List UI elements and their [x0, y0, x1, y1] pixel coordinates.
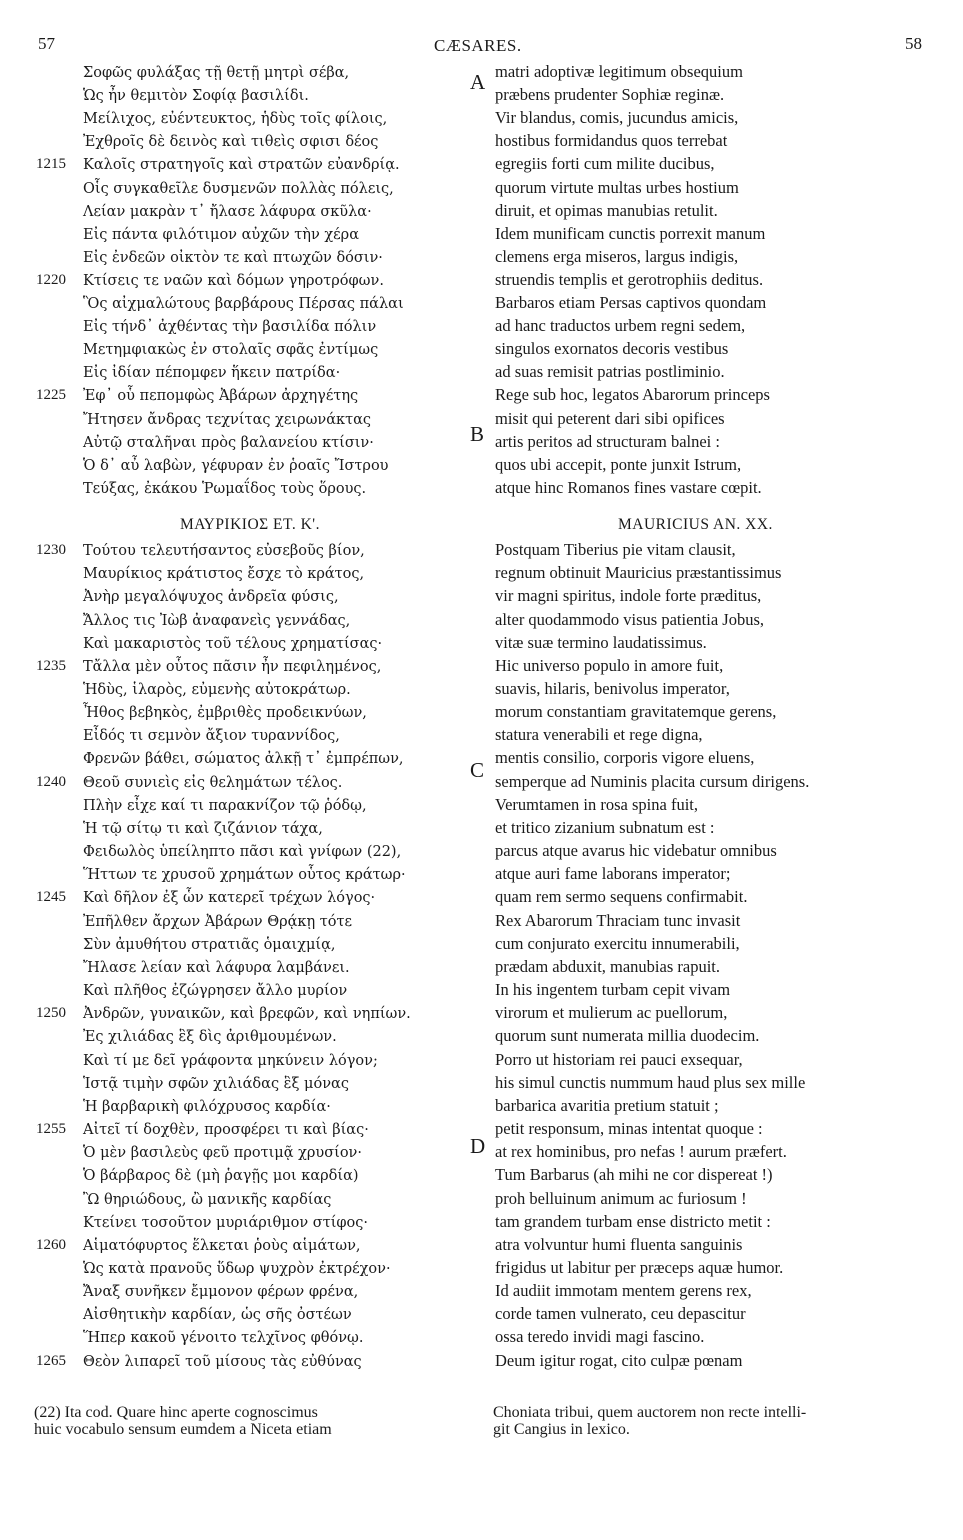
latin-translation-line: Deum igitur rogat, cito culpæ pœnam: [495, 1350, 743, 1370]
greek-verse-line: Ἐφ᾽ οὗ πεπομφὼς Ἀβάρων ἀρχηγέτης: [83, 388, 359, 405]
margin-letter-c: C: [470, 758, 485, 782]
verse-line-number: 1240: [36, 773, 66, 790]
greek-verse-line: Τεύξας, ἐκάκου Ῥωμαΐδος τοὺς ὅρους.: [83, 480, 367, 497]
greek-verse-line: Σοφῶς φυλάξας τῇ θετῇ μητρὶ σέβα,: [83, 65, 350, 81]
greek-verse-line: Ἡ τῷ σίτῳ τι καὶ ζιζάνιον τάχα,: [83, 820, 323, 837]
latin-translation-line: Tum Barbarus (ah mihi ne cor dispereat !): [495, 1165, 773, 1185]
greek-verse-line: Ἱστᾷ τιμὴν σφῶν χιλιάδας ἓξ μόνας: [83, 1075, 349, 1092]
latin-translation-line: In his ingentem turbam cepit vivam: [495, 980, 731, 999]
greek-verse-line: Εἰς ἐνδεῶν οἰκτὸν τε καὶ πτωχῶν δόσιν·: [83, 249, 383, 266]
latin-translation-line: quam rem sermo sequens confirmabit.: [495, 887, 748, 907]
latin-translation-line: Idem munificam cunctis porrexit manum: [495, 223, 766, 243]
greek-verse-line: Ὢ θηριώδους, ὢ μανικῆς καρδίας: [83, 1191, 332, 1208]
latin-translation-line: at rex hominibus, pro nefas ! aurum præfert.: [495, 1142, 787, 1162]
latin-translation-line: barbarica avaritia pretium statuit ;: [495, 1095, 719, 1115]
page-number-right: 58: [905, 34, 922, 53]
greek-verse-line: Ὃς αἰχμαλώτους βαρβάρους Πέρσας πάλαι: [83, 296, 404, 312]
verse-line-number: 1220: [36, 271, 66, 288]
greek-verse-line: Καὶ δῆλον ἐξ ὧν κατερεῖ τρέχων λόγος·: [83, 890, 376, 907]
verse-line-number: 1225: [36, 387, 66, 404]
greek-verse-line: Αἰτεῖ τί δοχθὲν, προσφέρει τι καὶ βίας·: [83, 1122, 369, 1138]
greek-verse-line: Ἦθος βεβηκὸς, ἐμβριθὲς προδεικνύων,: [83, 705, 367, 722]
verse-line-number: 1250: [36, 1005, 66, 1022]
verse-line-number: 1215: [36, 156, 66, 173]
greek-verse-line: Αἱματόφυρτος ἕλκεται ῥοὺς αἱμάτων,: [83, 1237, 361, 1254]
greek-verse-line: Ἄλλος τις Ἰὼβ ἀναφανεὶς γεννάδας,: [83, 612, 351, 629]
greek-verse-line: Καὶ τί με δεῖ γράφοντα μηκύνειν λόγον;: [83, 1052, 378, 1069]
verse-line-number: 1235: [36, 657, 66, 674]
latin-translation-line: quorum virtute multas urbes hostium: [495, 177, 739, 197]
greek-verse-line: Μαυρίκιος κράτιστος ἔσχε τὸ κράτος,: [83, 566, 365, 583]
latin-translation-line: Postquam Tiberius pie vitam clausit,: [495, 540, 736, 559]
latin-translation-line: Porro ut historiam rei pauci exsequar,: [495, 1049, 743, 1069]
latin-translation-line: statura venerabili et rege digna,: [495, 725, 703, 745]
greek-verse-line: Ὁ βάρβαρος δὲ (μὴ ῥαγῇς μοι καρδία): [83, 1168, 359, 1185]
greek-verse-line: Θεὸν λιπαρεῖ τοῦ μίσους τὰς εὐθύνας: [83, 1353, 362, 1370]
greek-verse-line: Ἀνὴρ μεγαλόψυχος ἀνδρεῖα φύσις,: [83, 589, 339, 606]
greek-verse-line: Ἐπῆλθεν ἄρχων Ἀβάρων Θρᾴκῃ τότε: [83, 913, 353, 930]
greek-verse-line: Ἐχθροῖς δὲ δεινὸς καὶ τιθεὶς σφισι δέος: [83, 134, 379, 151]
latin-translation-line: proh belluinum animum ac furiosum !: [495, 1188, 747, 1208]
greek-verse-line: Θεοῦ συνιεὶς εἰς θελημάτων τέλος.: [83, 774, 343, 791]
greek-verse-line: Εἶδός τι σεμνὸν ἄξιον τυραννίδος,: [83, 728, 340, 745]
latin-translation-line: prædam abduxit, manubias rapuit.: [495, 956, 720, 976]
greek-verse-line: Φειδωλὸς ὑπείληπτο πᾶσι καὶ γνίφων (22),: [83, 844, 402, 861]
greek-verse-line: Κτίσεις τε ναῶν καὶ δόμων γηροτρόφων.: [83, 272, 384, 289]
section-heading-greek: ΜΑΥΡΙΚΙΟΣ ΕΤ. Κ'.: [180, 516, 320, 533]
greek-verse-line: Ἡδὺς, ἱλαρὸς, εὐμενὴς αὐτοκράτωρ.: [83, 682, 351, 698]
greek-verse-line: Οἷς συγκαθεῖλε δυσμενῶν πολλὰς πόλεις,: [83, 180, 394, 197]
latin-translation-line: frigidus ut labitur per præceps aquæ humor.: [495, 1258, 784, 1277]
latin-translation-line: atque auri fame laborans imperator;: [495, 864, 731, 884]
running-title: CÆSARES.: [434, 36, 522, 55]
latin-translation-line: tam grandem turbam ense districto metit :: [495, 1211, 771, 1231]
latin-translation-line: Vir blandus, comis, jucundus amicis,: [495, 108, 739, 128]
latin-translation-line: præbens prudenter Sophiæ reginæ.: [495, 85, 725, 105]
latin-translation-line: matri adoptivæ legitimum obsequium: [495, 62, 743, 81]
latin-translation-line: diruit, et opimas manubias retulit.: [495, 200, 718, 220]
latin-translation-line: artis peritos ad structuram balnei :: [495, 431, 720, 451]
latin-translation-line: suavis, hilaris, benivolus imperator,: [495, 679, 730, 698]
latin-translation-line: Barbaros etiam Persas captivos quondam: [495, 293, 767, 312]
greek-verse-line: Αὐτῷ σταλῆναι πρὸς βαλανείου κτίσιν·: [83, 434, 374, 451]
greek-verse-line: Πλὴν εἶχε καί τι παρακνίζον τῷ ῥόδῳ,: [83, 797, 367, 814]
greek-verse-line: Καὶ πλῆθος ἐζώγρησεν ἄλλο μυρίον: [83, 983, 348, 999]
greek-verse-line: Ἥττων τε χρυσοῦ χρημάτων οὗτος κράτωρ·: [83, 867, 406, 884]
greek-verse-line: Καλοῖς στρατηγοῖς καὶ στρατῶν εὐανδρίᾳ.: [83, 157, 400, 174]
latin-translation-line: egregiis forti cum milite ducibus,: [495, 154, 715, 174]
latin-translation-line: et tritico zizanium subnatum est :: [495, 817, 715, 837]
latin-translation-line: atque hinc Romanos fines vastare cœpit.: [495, 477, 762, 497]
footnote-right-line: git Cangius in lexico.: [493, 1421, 630, 1438]
greek-verse-line: Εἰς πάντα φιλότιμον αὐχῶν τὴν χέρα: [83, 226, 359, 243]
latin-translation-line: cum conjurato exercitu innumerabili,: [495, 933, 740, 953]
latin-translation-line: Hic universo populo in amore fuit,: [495, 655, 724, 675]
verse-line-number: 1255: [36, 1121, 66, 1137]
greek-verse-line: Λείαν μακρὰν τ᾽ ἤλασε λάφυρα σκῦλα·: [83, 203, 372, 220]
latin-translation-line: his simul cunctis nummum haud plus sex mille: [495, 1072, 806, 1092]
latin-translation-line: vir magni spiritus, indole forte præditus,: [495, 586, 762, 606]
greek-verse-line: Ἄναξ συνῆκεν ἔμμονον φέρων φρένα,: [83, 1284, 359, 1301]
greek-verse-line: Φρενῶν βάθει, σώματος ἀλκῇ τ᾽ ἐμπρέπων,: [83, 751, 404, 768]
latin-translation-line: petit responsum, minas intentat quoque :: [495, 1119, 763, 1138]
greek-verse-line: Εἰς ἰδίαν πέπομφεν ἥκειν πατρίδα·: [83, 365, 341, 382]
latin-translation-line: singulos exornatos decoris vestibus: [495, 339, 729, 359]
latin-translation-line: hostibus formidandus quos terrebat: [495, 131, 728, 151]
footnote-left-line: (22) Ita cod. Quare hinc aperte cognoscimus: [34, 1404, 318, 1421]
latin-translation-line: semperque ad Numinis placita cursum dirigens.: [495, 771, 810, 791]
latin-translation-line: morum constantiam gravitatemque gerens,: [495, 702, 777, 722]
margin-letter-b: B: [470, 422, 485, 446]
greek-verse-line: Ἀνδρῶν, γυναικῶν, καὶ βρεφῶν, καὶ νηπίων.: [83, 1006, 411, 1023]
latin-translation-line: virorum et mulierum ac puellorum,: [495, 1003, 728, 1023]
latin-translation-line: ad suas remisit patrias postliminio.: [495, 362, 725, 382]
latin-translation-line: ad hanc traductos urbem regni sedem,: [495, 316, 746, 336]
greek-verse-line: Τἄλλα μὲν οὗτος πᾶσιν ἦν πεφιλημένος,: [83, 658, 382, 675]
greek-verse-line: Καὶ μακαριστὸς τοῦ τέλους χρηματίσας·: [83, 635, 383, 652]
latin-translation-line: vitæ suæ termino laudatissimus.: [495, 632, 707, 652]
latin-translation-line: atra volvuntur humi fluenta sanguinis: [495, 1234, 743, 1254]
margin-letter-d: D: [470, 1134, 486, 1158]
latin-translation-line: corde tamen vulnerato, ceu depascitur: [495, 1304, 746, 1324]
greek-verse-line: Ἤλασε λείαν καὶ λάφυρα λαμβάνει.: [83, 959, 350, 976]
latin-translation-line: regnum obtinuit Mauricius præstantissimus: [495, 563, 782, 583]
greek-verse-line: Ἤτησεν ἄνδρας τεχνίτας χειρωνάκτας: [83, 411, 372, 428]
greek-verse-line: Ὡς ἦν θεμιτὸν Σοφίᾳ βασιλίδι.: [83, 88, 309, 105]
latin-translation-line: clemens erga miseros, largus indigis,: [495, 246, 739, 266]
greek-verse-line: Αἰσθητικὴν καρδίαν, ὡς σῆς ὀστέων: [83, 1307, 352, 1324]
latin-translation-line: struendis templis et gerotrophiis deditus.: [495, 269, 764, 289]
greek-verse-line: Σὺν ἀμυθήτου στρατιᾶς ὁμαιχμίᾳ,: [83, 936, 336, 953]
latin-translation-line: Id audiit immotam mentem gerens rex,: [495, 1281, 752, 1301]
greek-verse-line: Ἥπερ κακοῦ γένοιτο τελχῖνος φθόνῳ.: [83, 1330, 364, 1347]
page-number-left: 57: [38, 34, 55, 53]
latin-translation-line: mentis consilio, corporis vigore eluens,: [495, 748, 755, 768]
latin-translation-line: alter quodammodo visus patientia Jobus,: [495, 609, 765, 629]
greek-verse-line: Ὁ δ᾽ αὖ λαβὼν, γέφυραν ἐν ῥοαῖς Ἴστρου: [83, 457, 389, 474]
greek-verse-line: Εἰς τήνδ᾽ ἀχθέντας τὴν βασιλίδα πόλιν: [83, 319, 377, 336]
margin-letter-a: A: [470, 70, 486, 94]
latin-translation-line: Rege sub hoc, legatos Abarorum princeps: [495, 385, 770, 405]
verse-line-number: 1230: [36, 542, 66, 558]
greek-verse-line: Ἡ βαρβαρικὴ φιλόχρυσος καρδία·: [83, 1098, 331, 1115]
verse-line-number: 1245: [36, 889, 66, 906]
greek-verse-line: Ἐς χιλιάδας ἓξ δὶς ἀριθμουμένων.: [83, 1029, 337, 1046]
greek-verse-line: Μείλιχος, εὐέντευκτος, ἡδὺς τοῖς φίλοις,: [83, 111, 388, 128]
latin-translation-line: quorum sunt numerata millia duodecim.: [495, 1026, 760, 1046]
greek-verse-line: Μετημφιακὼς ἐν στολαῖς σφᾶς ἐντίμως: [83, 342, 379, 359]
greek-verse-line: Ὡς κατὰ πρανοῦς ὕδωρ ψυχρὸν ἐκτρέχον·: [83, 1261, 391, 1277]
verse-line-number: 1260: [36, 1236, 66, 1253]
latin-translation-line: quos ubi accepit, ponte junxit Istrum,: [495, 454, 742, 474]
latin-translation-line: Verumtamen in rosa spina fuit,: [495, 794, 698, 814]
latin-translation-line: ossa teredo invidi magi fascino.: [495, 1327, 705, 1347]
latin-translation-line: misit qui peterent dari sibi opifices: [495, 408, 725, 428]
greek-verse-line: Κτείνει τοσοῦτον μυριάριθμον στίφος·: [83, 1214, 369, 1231]
verse-line-number: 1265: [36, 1352, 66, 1369]
greek-verse-line: Τούτου τελευτήσαντος εὐσεβοῦς βίον,: [83, 543, 365, 559]
latin-translation-line: parcus atque avarus hic videbatur omnibus: [495, 841, 777, 861]
latin-translation-line: Rex Abarorum Thraciam tunc invasit: [495, 910, 741, 930]
footnote-right-line: Choniata tribui, quem auctorem non recte intelli-: [493, 1404, 807, 1421]
greek-verse-line: Ὁ μὲν βασιλεὺς φεῦ προτιμᾷ χρυσίον·: [83, 1145, 362, 1162]
footnote-left-line: huic vocabulo sensum eumdem a Niceta etiam: [34, 1421, 332, 1438]
section-heading-latin: MAURICIUS AN. XX.: [618, 516, 773, 533]
